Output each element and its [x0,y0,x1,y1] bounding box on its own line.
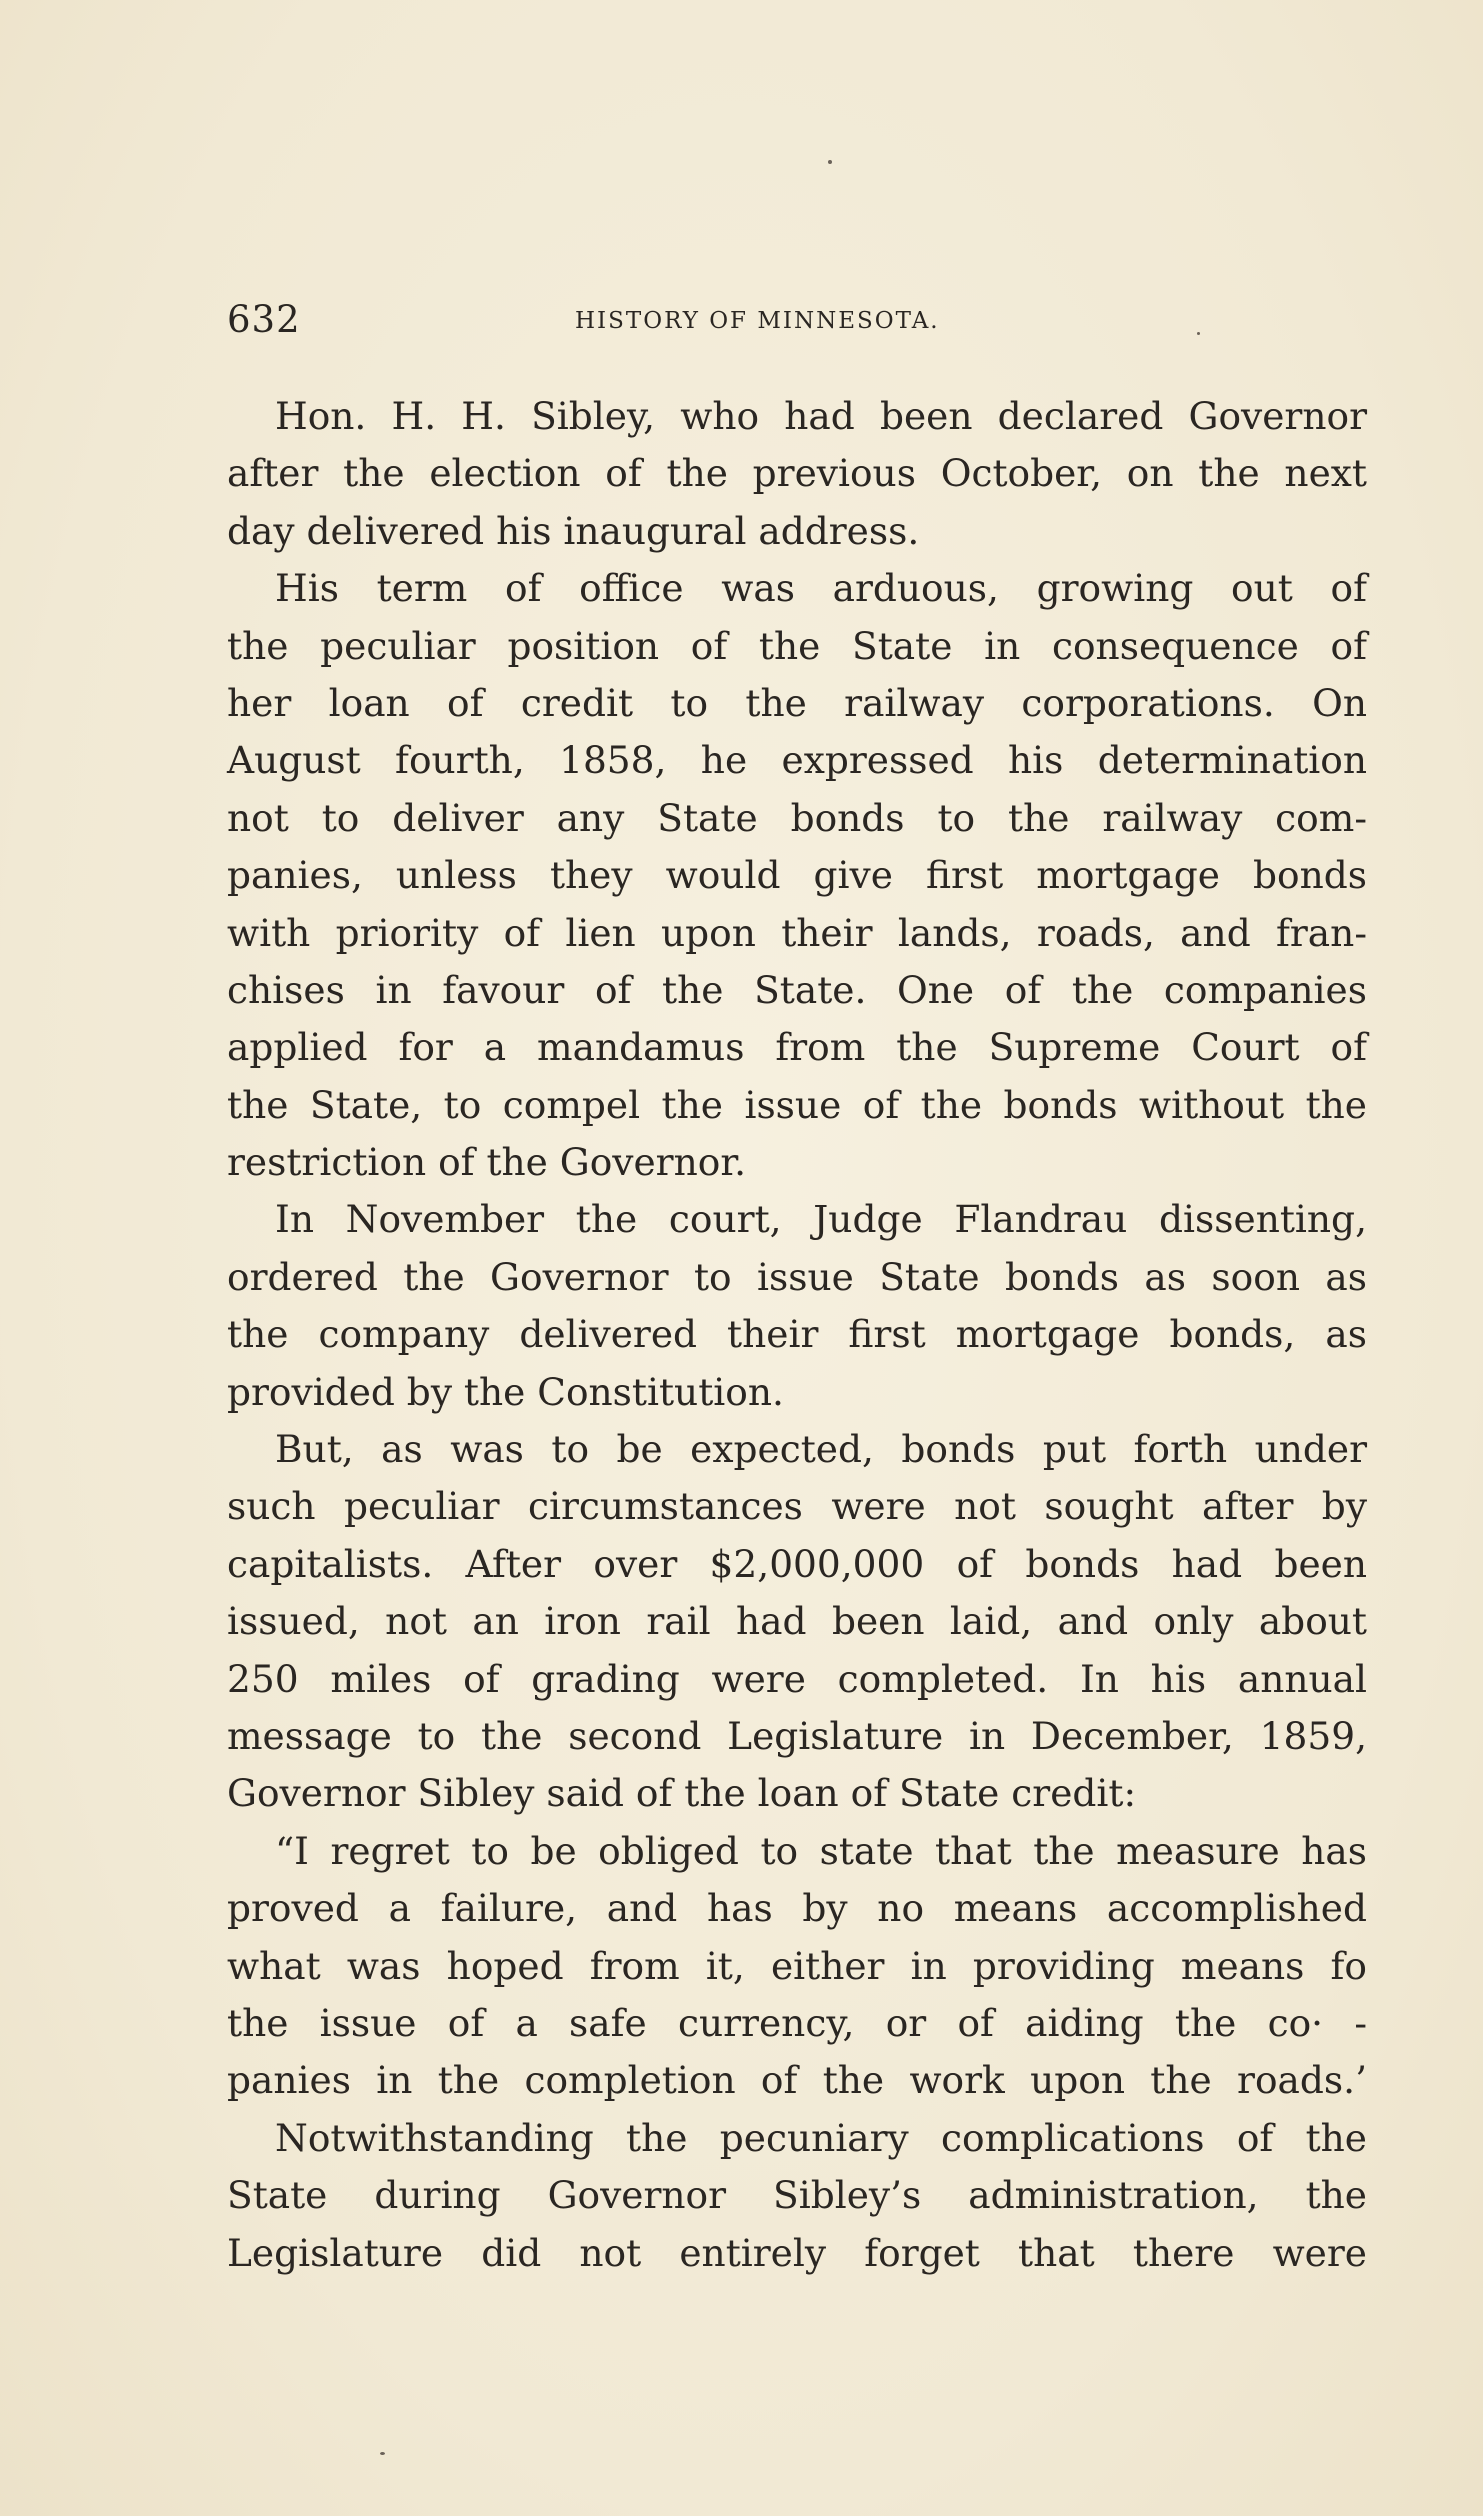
text-line: 250 miles of grading were completed. In his annual [227,1656,1367,1701]
text-line: chises in favour of the State. One of the companies [227,967,1367,1012]
text-line: message to the second Legislature in December, 1859, [227,1713,1367,1758]
text-line: provided by the Constitution. [227,1369,784,1414]
text-line: her loan of credit to the railway corporations. On [227,680,1367,725]
text-line: proved a failure, and has by no means accomplished [227,1886,1367,1931]
text-line: restriction of the Governor. [227,1140,747,1185]
text-line: In November the court, Judge Flandrau dissenting, [275,1197,1367,1242]
text-line: Notwithstanding the pecuniary complications of the [275,2115,1367,2160]
text-line: with priority of lien upon their lands, roads, and fran- [227,910,1367,955]
text-line: what was hoped from it, either in providing means fo [227,1943,1367,1988]
text-line: not to deliver any State bonds to the railway com- [227,795,1367,840]
body-text [227,388,1367,2282]
text-line: applied for a mandamus from the Supreme Court of [227,1025,1367,1070]
text-line: State during Governor Sibley’s administration, the [227,2173,1367,2218]
text-line: “I regret to be obliged to state that the measure has [275,1828,1367,1873]
text-line: ordered the Governor to issue State bonds as soon as [227,1254,1367,1299]
text-line: such peculiar circumstances were not sought after by [227,1484,1367,1529]
text-line: Governor Sibley said of the loan of State credit: [227,1771,1137,1816]
text-line: August fourth, 1858, he expressed his determination [227,738,1367,783]
text-line: panies, unless they would give first mortgage bonds [227,853,1367,898]
page-number: 632 [227,298,301,341]
text-line: issued, not an iron rail had been laid, and only about [227,1599,1367,1644]
text-line: the State, to compel the issue of the bonds without the [227,1082,1367,1127]
text-line: capitalists. After over $2,000,000 of bonds had been [227,1541,1367,1586]
ink-speck [380,2452,385,2455]
text-line: day delivered his inaugural address. [227,508,920,553]
text-line: the issue of a safe currency, or of aiding the co· - [227,2000,1367,2045]
running-title: HISTORY OF MINNESOTA. [575,308,940,334]
text-line: the peculiar position of the State in consequence of [227,623,1367,668]
text-line: But, as was to be expected, bonds put forth under [275,1427,1367,1472]
text-line: Hon. H. H. Sibley, who had been declared Governor [275,394,1367,438]
text-line: His term of office was arduous, growing out of [275,566,1367,611]
text-line: the company delivered their first mortgage bonds, as [227,1312,1367,1357]
text-line: Legislature did not entirely forget that there were [227,2230,1367,2275]
ink-speck [828,160,832,164]
text-line: panies in the completion of the work upon the roads.’ [227,2058,1367,2103]
page-header [227,298,1367,348]
text-line: after the election of the previous October, on the next [227,451,1367,496]
